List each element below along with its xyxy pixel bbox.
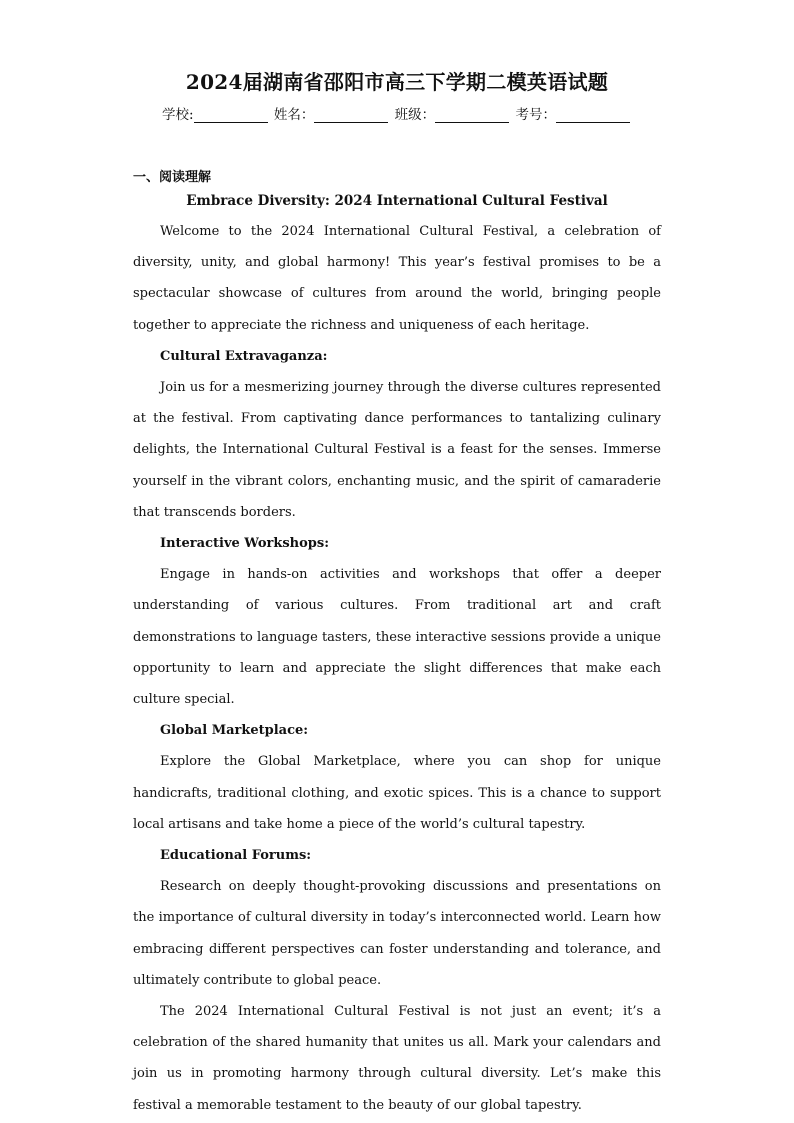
section-heading-educational-forums: Educational Forums:: [160, 848, 312, 864]
paragraph-global-marketplace: Explore the Global Marketplace, where you can shop for unique handicrafts, traditional clothing, and exotic spices. This is a chance to support local artisans and take home a piece of the world’s cultural tapestry.: [133, 754, 661, 832]
student-info-line: [0, 103, 794, 123]
closing-paragraph: The 2024 International Cultural Festival is not just an event; it’s a celebration of the shared humanity that unites us all. Mark your calendars and join us in promoting harmony through cultural diversity. Let’s make this festival a memorable testament to the beauty of our global tapestry.: [133, 1004, 661, 1113]
class-blank[interactable]: [435, 108, 509, 123]
section-heading-global-marketplace: Global Marketplace:: [160, 723, 309, 739]
exam-number-blank[interactable]: [556, 108, 630, 123]
intro-paragraph: Welcome to the 2024 International Cultural Festival, a celebration of diversity, unity, and global harmony! This year’s festival promises to be a spectacular showcase of cultures from around the world, bringing people together to appreciate the richness and uniqueness of each heritage.: [133, 224, 661, 333]
class-label: 班级：: [394, 107, 436, 123]
name-blank[interactable]: [314, 108, 388, 123]
article-title: Embrace Diversity: 2024 International Cultural Festival: [186, 193, 608, 209]
name-label: 姓名：: [273, 107, 315, 123]
school-blank[interactable]: [194, 108, 268, 123]
school-label: 学校:: [162, 107, 194, 123]
paragraph-educational-forums: Research on deeply thought-provoking discussions and presentations on the importance of cultural diversity in today’s interconnected world. Learn how embracing different perspectives can foster understanding and tolerance, and ultimately contribute to global peace.: [133, 879, 661, 988]
section-heading-cultural-extravaganza: Cultural Extravaganza:: [160, 348, 328, 364]
exam-number-label: 考号：: [515, 107, 556, 123]
exam-title: 2024届湖南省邵阳市高三下学期二模英语试题: [185, 70, 609, 94]
section-heading: 一、阅读理解: [133, 170, 212, 185]
article-body: [133, 216, 661, 1121]
paragraph-cultural-extravaganza: Join us for a mesmerizing journey through the diverse cultures represented at the festival. From captivating dance performances to tantalizing culinary delights, the International Cultural Festival is a feast for the senses. Immerse yourself in the vibrant colors, enchanting music, and the spirit of camaraderie that transcends borders.: [133, 380, 661, 520]
section-heading-interactive-workshops: Interactive Workshops:: [160, 536, 330, 552]
paragraph-interactive-workshops: Engage in hands-on activities and workshops that offer a deeper understanding of various cultures. From traditional art and craft demonstrations to language tasters, these interactive sessions provide a unique opportunity to learn and appreciate the slight differences that make each culture special.: [133, 567, 661, 708]
